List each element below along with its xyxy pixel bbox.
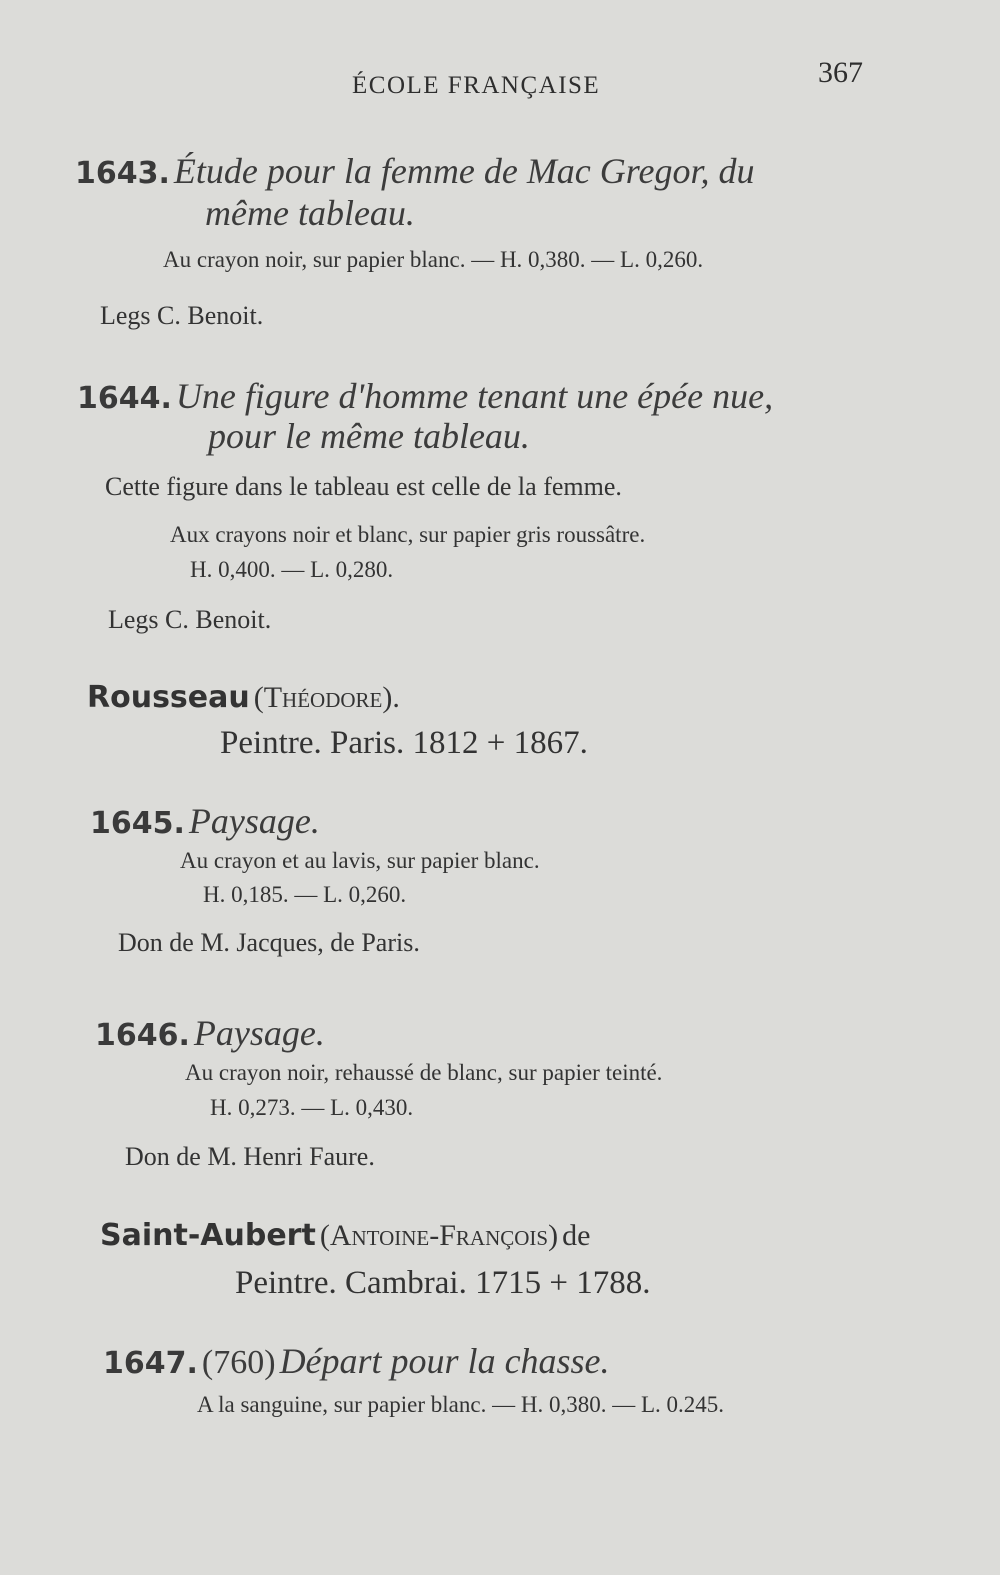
entry-number: 1646.: [95, 1018, 190, 1053]
entry-provenance: Don de M. Henri Faure.: [125, 1142, 375, 1171]
entry-provenance: Legs C. Benoit.: [100, 301, 264, 330]
entry-provenance: Legs C. Benoit.: [108, 605, 272, 634]
entry-dimensions: H. 0,400. — L. 0,280.: [190, 557, 394, 582]
entry-1643-heading: [75, 150, 754, 192]
entry-medium: A la sanguine, sur papier blanc. — H. 0,380. — L. 0.245.: [197, 1392, 724, 1417]
entry-medium: Au crayon et au lavis, sur papier blanc.: [180, 848, 540, 873]
entry-title: Étude pour la femme de Mac Gregor, du: [173, 151, 755, 191]
running-head: ÉCOLE FRANÇAISE: [352, 72, 601, 99]
entry-title: Paysage.: [193, 1013, 325, 1053]
entry-note: Cette figure dans le tableau est celle de la femme.: [105, 472, 622, 501]
entry-title: Une figure d'homme tenant une épée nue,: [175, 376, 774, 416]
artist-first-names: (Théodore).: [253, 681, 400, 714]
artist-name: Rousseau: [87, 680, 250, 715]
entry-1646-heading: [95, 1012, 325, 1054]
entry-number: 1644.: [77, 381, 172, 416]
entry-dimensions: H. 0,185. — L. 0,260.: [203, 882, 407, 907]
entry-title: Départ pour la chasse.: [279, 1341, 610, 1381]
entry-1647-heading: [103, 1340, 610, 1382]
artist-name: Saint-Aubert: [100, 1218, 316, 1253]
entry-title-continued: pour le même tableau.: [208, 416, 530, 456]
entry-number: 1647.: [103, 1346, 198, 1381]
entry-medium: Au crayon noir, rehaussé de blanc, sur papier teinté.: [185, 1060, 663, 1085]
artist-bio: Peintre. Cambrai. 1715 + 1788.: [235, 1265, 651, 1301]
page-number: 367: [818, 56, 863, 89]
artist-first-names: (Antoine-François): [319, 1219, 559, 1252]
entry-number: 1645.: [90, 806, 185, 841]
entry-title-continued: même tableau.: [205, 193, 415, 233]
entry-1645-heading: [90, 800, 320, 842]
artist-name-suffix: de: [562, 1219, 591, 1252]
entry-medium: Au crayon noir, sur papier blanc. — H. 0,380. — L. 0,260.: [163, 247, 704, 272]
entry-dimensions: H. 0,273. — L. 0,430.: [210, 1095, 414, 1120]
entry-title: Paysage.: [188, 801, 320, 841]
entry-provenance: Don de M. Jacques, de Paris.: [118, 928, 420, 957]
artist-heading: [100, 1218, 590, 1253]
entry-medium: Aux crayons noir et blanc, sur papier gris roussâtre.: [170, 522, 646, 547]
entry-1644-heading: [77, 375, 773, 417]
entry-old-number: (760): [201, 1344, 276, 1381]
artist-bio: Peintre. Paris. 1812 + 1867.: [220, 725, 588, 761]
artist-heading: [87, 680, 400, 715]
entry-number: 1643.: [75, 156, 170, 191]
